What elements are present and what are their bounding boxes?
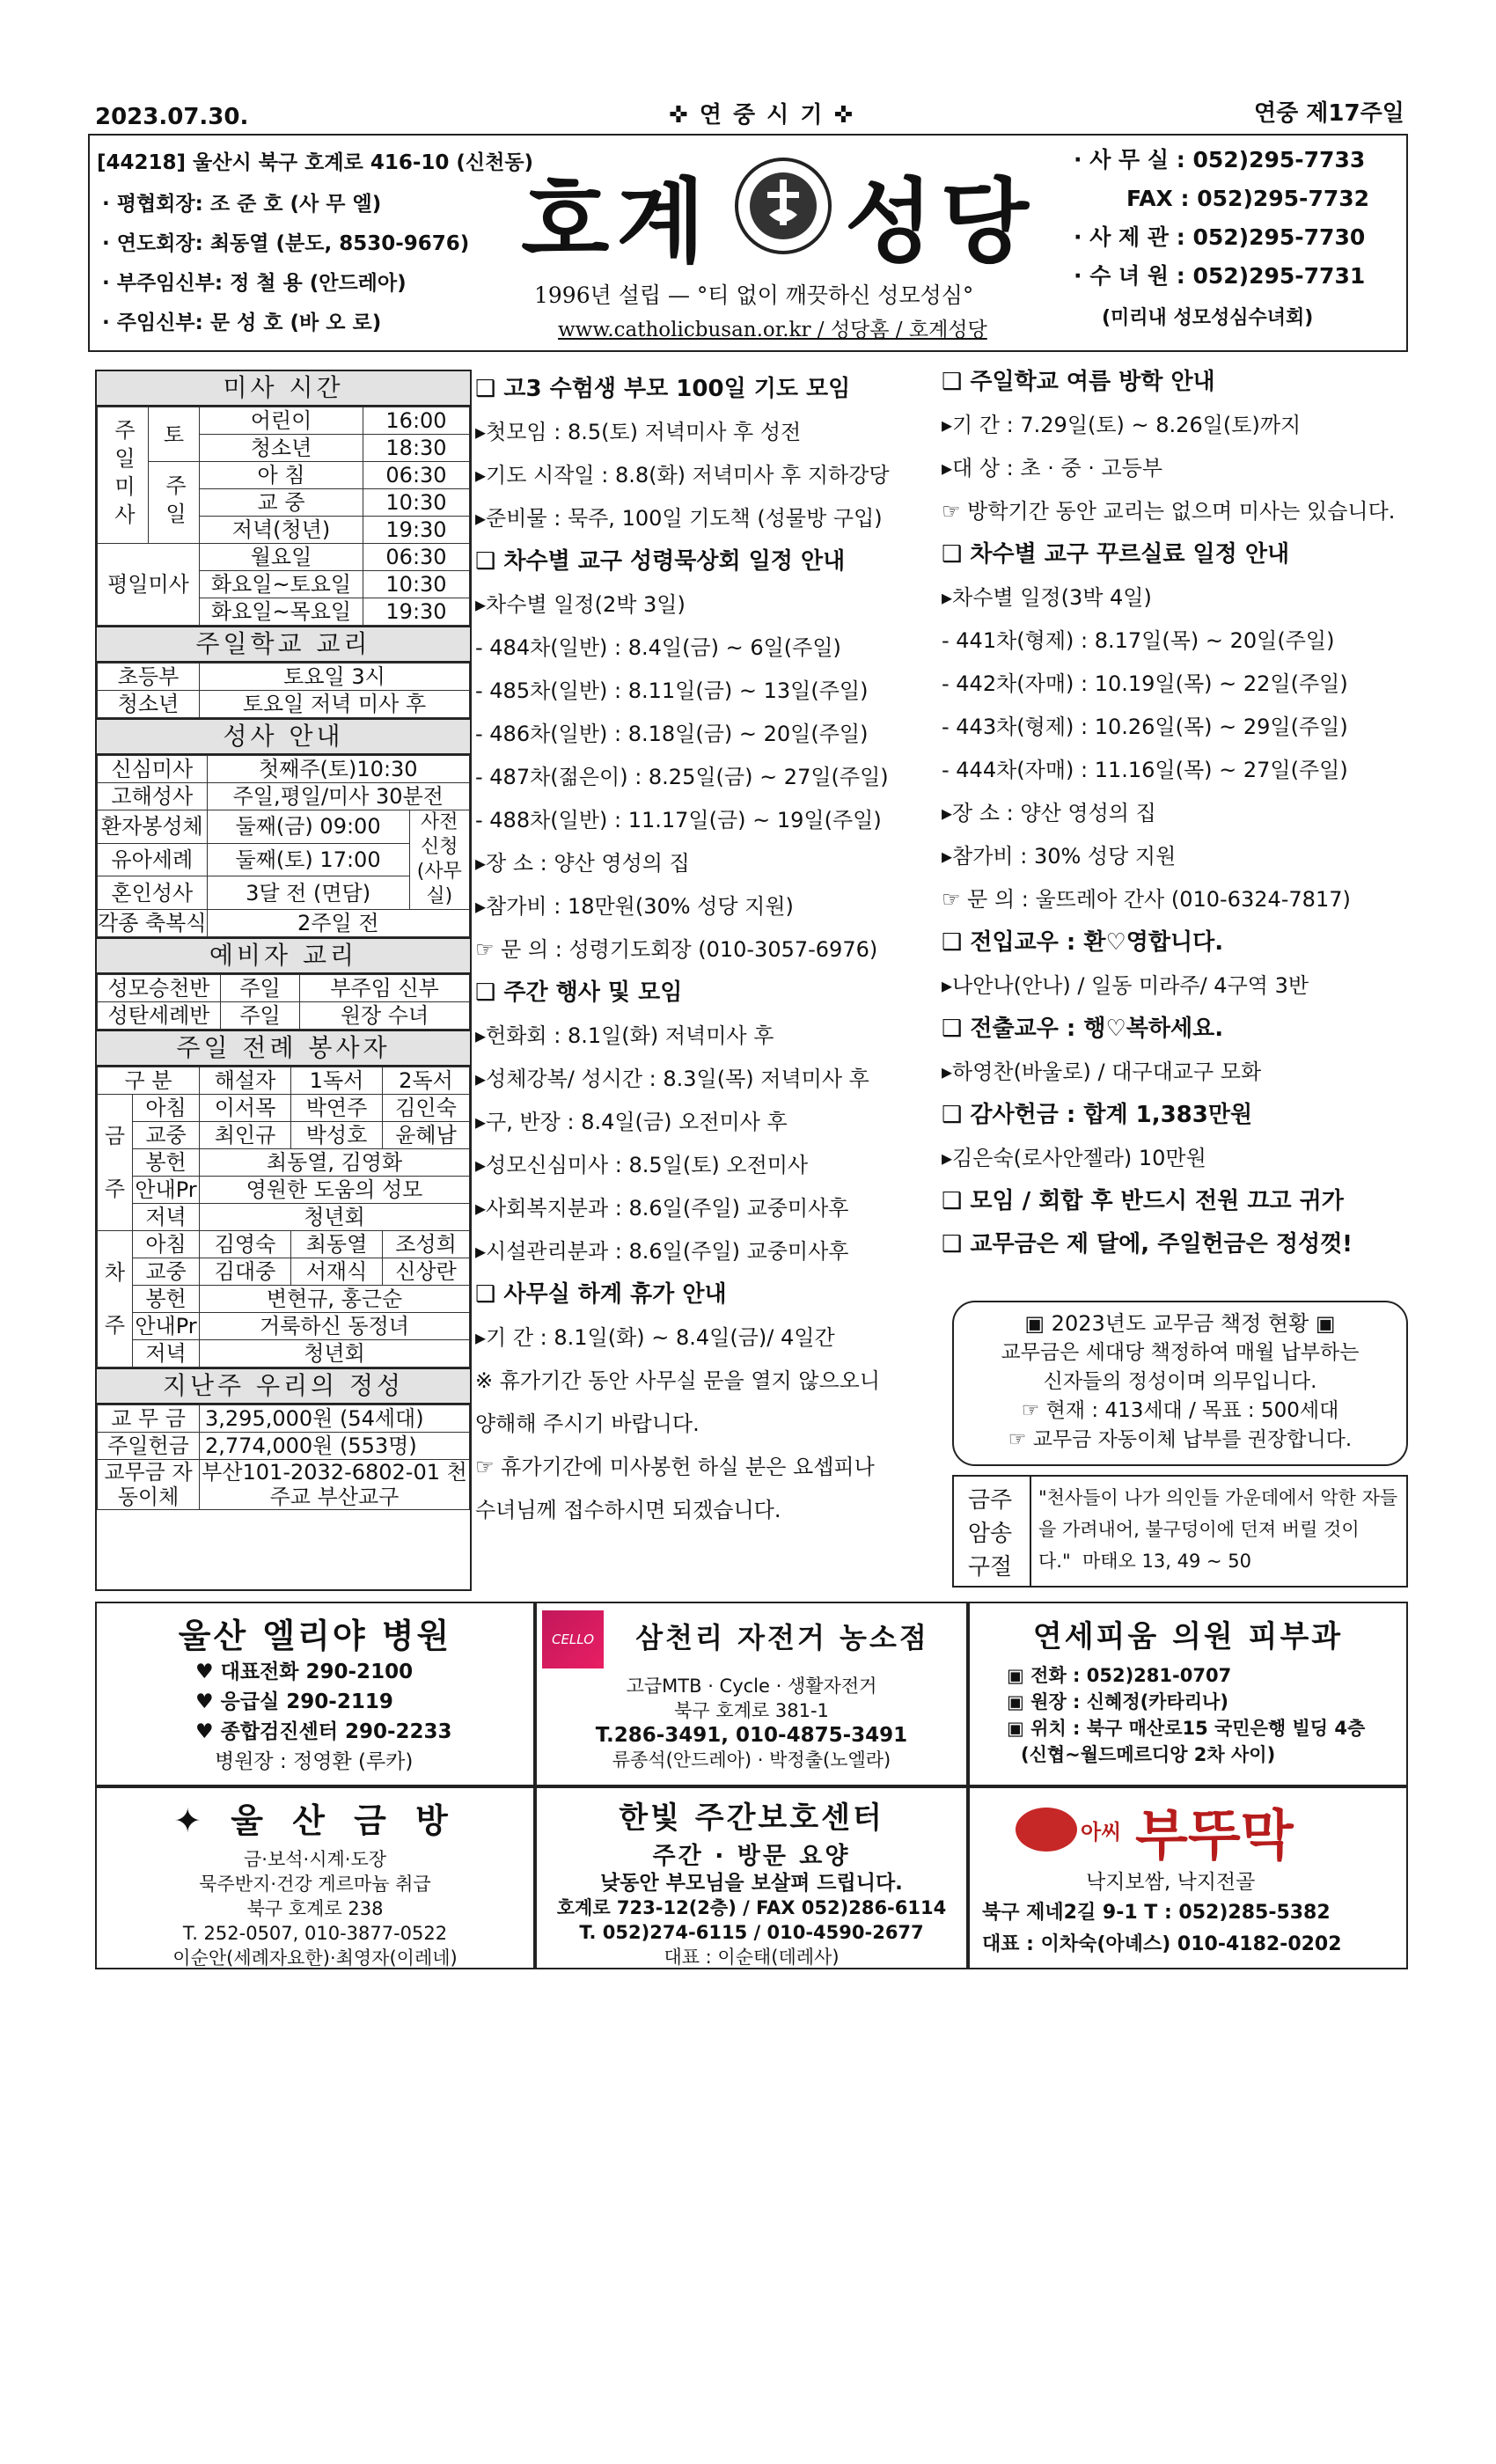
ad-title: 삼천리 자전거 농소점 (635, 1621, 929, 1654)
tithe-advice: ☞ 교무금 자동이체 납부를 권장합니다. (1008, 1428, 1353, 1451)
staff-list (102, 185, 469, 343)
verse-text (1038, 1482, 1401, 1577)
sacrament-value: 3달 전 (면담) (207, 876, 409, 910)
service-role: 안내Pr (133, 1313, 200, 1340)
sacrament-value: 둘째(금) 09:00 (207, 810, 409, 844)
table-row (98, 1067, 470, 1095)
notice-line: - 487차(젊은이) : 8.25일(금) ~ 27일(주일) (475, 765, 889, 789)
mass-name: 저녁(청년) (200, 517, 363, 544)
notice-line: ▸참가비 : 30% 성당 지원 (942, 844, 1177, 869)
notice-heading: ❑ 교무금은 제 달에, 주일헌금은 정성껏! (942, 1231, 1353, 1258)
tithe-line: 신자들의 정성이며 의무입니다. (1043, 1370, 1317, 1393)
this-week-label: 금주 (98, 1095, 133, 1231)
service-role: 교중 (133, 1258, 200, 1286)
offering-value: 2,774,000원 (553명) (200, 1433, 470, 1460)
ad-line: 북구 제네2길 9-1 T : 052)285-5382 (982, 1902, 1331, 1924)
table-row (98, 1095, 470, 1122)
notice-line: ▸장 소 : 양산 영성의 집 (475, 851, 690, 876)
service-group: 청년회 (200, 1340, 470, 1368)
sunday-label: 주일 (149, 462, 200, 544)
service-title: 주일 전례 봉사자 (97, 1030, 470, 1067)
ad-samchuly-bicycle (535, 1602, 968, 1786)
restaurant-logo-icon (1016, 1808, 1077, 1852)
sacrament-note: 사전 신청 (사무실) (409, 810, 469, 910)
service-person: 신상란 (383, 1258, 470, 1286)
notice-line: - 486차(일반) : 8.18일(금) ~ 20일(주일) (475, 722, 869, 746)
ad-line: 북구 호계로 381-1 (674, 1700, 829, 1721)
notice-line: ▸나안나(안나) / 일동 미라주/ 4구역 3반 (942, 973, 1309, 998)
ad-line: (신협~월드메르디앙 2차 사이) (1021, 1744, 1276, 1765)
service-person: 김영숙 (200, 1231, 291, 1258)
service-person: 조성희 (383, 1231, 470, 1258)
service-role: 교중 (133, 1122, 200, 1149)
school-time: 토요일 저녁 미사 후 (200, 691, 470, 718)
ad-title: 한빛 주간보호센터 (619, 1800, 884, 1836)
table-row (98, 1204, 470, 1231)
founded-line: 1996년 설립 — °티 없이 깨끗하신 성모성심° (534, 282, 974, 308)
service-person: 최인규 (200, 1122, 291, 1149)
table-row (98, 783, 470, 810)
sacrament-name: 각종 축복식 (98, 911, 207, 935)
mass-time: 19:30 (363, 598, 470, 626)
ad-ulsan-jewelry (95, 1786, 535, 1969)
notice-line: ▸대 상 : 초 · 중 · 고등부 (942, 456, 1163, 480)
weekday-mass-label: 평일미사 (98, 544, 200, 626)
school-name: 청소년 (98, 691, 200, 718)
notice-line: ☞ 휴가기간에 미사봉헌 하실 분은 요셉피나 (475, 1455, 875, 1479)
mass-name: 교 중 (200, 489, 363, 517)
service-person: 이서목 (200, 1095, 291, 1122)
table-row (98, 1405, 470, 1433)
ad-line: 이순안(세례자요한)·최영자(이레네) (172, 1947, 458, 1969)
service-person: 윤혜남 (383, 1122, 470, 1149)
ad-subtitle: 낙지보쌈, 낙지전골 (1086, 1871, 1256, 1894)
notice-line: ▸헌화회 : 8.1일(화) 저녁미사 후 (475, 1023, 774, 1048)
table-row (98, 975, 470, 1002)
mass-name: 아 침 (200, 462, 363, 489)
week-label: 연중 제17주일 (1254, 100, 1404, 127)
notice-line: ▸김은숙(로사안젤라) 10만원 (942, 1146, 1206, 1170)
notice-line: - 444차(자매) : 11.16일(목) ~ 27일(주일) (942, 758, 1348, 782)
catechumen-title: 예비자 교리 (97, 937, 470, 974)
staff-row: · 연도회장: 최동열 (분도, 8530-9676) (102, 232, 470, 255)
contact-value: 052)295-7732 (1197, 186, 1370, 211)
ad-line: T. 252-0507, 010-3877-0522 (182, 1923, 448, 1944)
contact-row: · 사 무 실 : 052)295-7733 (1074, 147, 1366, 172)
table-row (98, 1460, 470, 1510)
service-group: 변현규, 홍근순 (200, 1286, 470, 1313)
notice-heading: ❑ 차수별 교구 꾸르실료 일정 안내 (942, 541, 1290, 568)
table-row (98, 1433, 470, 1460)
table-row (98, 664, 470, 691)
offering-title: 지난주 우리의 정성 (97, 1368, 470, 1404)
service-group: 영원한 도움의 성모 (200, 1177, 470, 1204)
sacrament-value: 주일,평일/미사 30분전 (207, 783, 469, 810)
ad-line: 묵주반지·건강 게르마늄 취급 (199, 1874, 431, 1895)
offering-name: 주일헌금 (98, 1433, 200, 1460)
service-person: 서재식 (291, 1258, 383, 1286)
staff-value: 문 성 호 (바 오 로) (209, 312, 382, 334)
staff-row: · 평협회장: 조 준 호 (사 무 엘) (102, 193, 382, 216)
notice-heading: ❑ 감사헌금 : 합계 1,383만원 (942, 1102, 1253, 1128)
service-role: 봉헌 (133, 1149, 200, 1177)
class-teacher: 원장 수녀 (300, 1002, 470, 1030)
staff-value: 조 준 호 (사 무 엘) (209, 193, 382, 216)
table-row (98, 691, 470, 718)
service-person: 박연주 (291, 1095, 383, 1122)
church-title-left: 호계 (521, 167, 712, 275)
mass-time: 16:00 (363, 407, 470, 435)
notice-heading: ❑ 차수별 교구 성령묵상회 일정 안내 (475, 548, 846, 575)
notice-line: ※ 휴가기간 동안 사무실 문을 열지 않으오니 (475, 1368, 881, 1393)
church-title-right: 성당 (845, 167, 1036, 275)
table-row (98, 462, 470, 489)
middle-column (475, 368, 933, 1532)
service-role: 저녁 (133, 1340, 200, 1368)
service-role: 아침 (133, 1095, 200, 1122)
mass-name: 월요일 (200, 544, 363, 571)
class-day: 주일 (221, 975, 300, 1002)
school-time: 토요일 3시 (200, 664, 470, 691)
table-row (98, 1340, 470, 1368)
service-header: 해설자 (200, 1067, 291, 1095)
ad-footer: 병원장 : 정영환 (루카) (215, 1750, 414, 1773)
sacrament-table (97, 755, 470, 937)
cello-logo-icon: CELLO (542, 1610, 604, 1668)
tithe-box (952, 1301, 1408, 1466)
ad-line: ♥ 종합검진센터 290-2233 (195, 1720, 452, 1743)
offering-table (97, 1404, 470, 1510)
ad-logo-text: 아씨 (1081, 1820, 1122, 1844)
contact-list (1074, 141, 1369, 296)
right-column (942, 361, 1434, 1266)
ad-line: ▣ 원장 : 신혜정(카타리나) (1007, 1691, 1228, 1712)
table-row (98, 756, 470, 783)
ad-line: 대표 : 이순태(데레사) (664, 1947, 840, 1968)
table-row (98, 1002, 470, 1030)
date-label: 2023.07.30. (95, 104, 249, 130)
catechumen-table (97, 974, 470, 1030)
notice-line: ▸기 간 : 8.1일(화) ~ 8.4일(금)/ 4일간 (475, 1325, 835, 1350)
left-column (95, 370, 472, 1591)
notice-heading: ❑ 전출교우 : 행♡복하세요. (942, 1016, 1224, 1042)
staff-row: · 주임신부: 문 성 호 (바 오 로) (102, 312, 382, 334)
notice-heading: ❑ 주일학교 여름 방학 안내 (942, 369, 1215, 395)
ad-yonsei-pium-clinic (968, 1602, 1408, 1786)
mass-time-table (97, 407, 470, 626)
service-person: 김대중 (200, 1258, 291, 1286)
table-row (98, 1231, 470, 1258)
service-role: 봉헌 (133, 1286, 200, 1313)
staff-label: 평협회장: (116, 193, 203, 216)
verse-quote: "천사들이 나가 의인들 가운데에서 악한 자들을 가려내어, 불구덩이에 던져 버릴 것이다." (1038, 1487, 1398, 1572)
table-row (98, 1286, 470, 1313)
mass-time: 06:30 (363, 462, 470, 489)
notice-line: ☞ 방학기간 동안 교리는 없으며 미사는 있습니다. (942, 499, 1396, 524)
notice-line: 수녀님께 접수하시면 되겠습니다. (475, 1498, 781, 1522)
ad-budumak-restaurant (968, 1786, 1408, 1969)
ad-title: 연세피움 의원 피부과 (1032, 1619, 1344, 1654)
notice-line: ▸첫모임 : 8.5(토) 저녁미사 후 성전 (475, 420, 802, 444)
notice-line: - 443차(형제) : 10.26일(목) ~ 29일(주일) (942, 715, 1348, 739)
notice-heading: ❑ 고3 수험생 부모 100일 기도 모임 (475, 376, 851, 402)
sunday-school-table (97, 663, 470, 718)
ad-line: ▣ 위치 : 북구 매산로15 국민은행 빌딩 4층 (1007, 1718, 1366, 1739)
notice-line: ▸시설관리분과 : 8.6일(주일) 교중미사후 (475, 1239, 849, 1264)
sacrament-name: 고해성사 (98, 783, 208, 810)
ad-line: 낮동안 부모님을 보살펴 드립니다. (600, 1872, 903, 1895)
address: [44218] 울산시 북구 호계로 416-10 (신천동) (97, 151, 534, 174)
service-role: 저녁 (133, 1204, 200, 1231)
ad-subtitle: 주간 · 방문 요양 (652, 1843, 851, 1870)
sunday-school-title: 주일학교 교리 (97, 626, 470, 663)
service-header: 2독서 (383, 1067, 470, 1095)
ad-line: ▣ 전화 : 052)281-0707 (1007, 1665, 1232, 1686)
notice-line: - 442차(자매) : 10.19일(목) ~ 22일(주일) (942, 671, 1348, 696)
notice-line: ☞ 문 의 : 성령기도회장 (010-3057-6976) (475, 937, 878, 962)
contact-label: 수 녀 원 : (1089, 263, 1185, 289)
ad-hanbit-daycare (535, 1786, 968, 1969)
ad-title: 부뚜막 (1135, 1803, 1294, 1867)
ad-line: ♥ 응급실 290-2119 (195, 1690, 393, 1713)
table-row (98, 1313, 470, 1340)
sacrament-name: 혼인성사 (98, 876, 208, 910)
notice-line: 양해해 주시기 바랍니다. (475, 1412, 700, 1436)
auto-transfer-account: 부산101-2032-6802-01 천주교 부산교구 (200, 1460, 470, 1510)
notice-heading: ❑ 주간 행사 및 모임 (475, 979, 683, 1006)
contact-row: · 수 녀 원 : 052)295-7731 (1074, 263, 1366, 289)
notice-line: ▸준비물 : 묵주, 100일 기도책 (성물방 구입) (475, 506, 883, 531)
ad-line: T. 052)274-6115 / 010-4590-2677 (579, 1922, 924, 1943)
mass-time: 10:30 (363, 571, 470, 598)
service-header: 1독서 (291, 1067, 383, 1095)
notice-heading: ❑ 모임 / 회합 후 반드시 전원 끄고 귀가 (942, 1188, 1344, 1214)
class-day: 주일 (221, 1002, 300, 1030)
saturday-label: 토 (149, 407, 200, 462)
verse-label: 금주 암송 구절 (967, 1487, 1013, 1580)
sacrament-value: 첫째주(토)10:30 (207, 756, 469, 783)
notice-line: ▸성체강복/ 성시간 : 8.3일(목) 저녁미사 후 (475, 1067, 869, 1091)
notice-line: ▸사회복지분과 : 8.6일(주일) 교중미사후 (475, 1196, 849, 1221)
sacrament-name: 신심미사 (98, 756, 208, 783)
notice-line: - 488차(일반) : 11.17일(금) ~ 19일(주일) (475, 808, 882, 832)
school-name: 초등부 (98, 664, 200, 691)
service-header: 구 분 (98, 1067, 200, 1095)
mass-name: 청소년 (200, 435, 363, 462)
notice-line: - 484차(일반) : 8.4일(금) ~ 6일(주일) (475, 635, 841, 660)
sacrament-title: 성사 안내 (97, 718, 470, 755)
service-role: 안내Pr (133, 1177, 200, 1204)
notice-line: - 441차(형제) : 8.17일(목) ~ 20일(주일) (942, 628, 1335, 653)
website-link[interactable]: www.catholicbusan.or.kr / 성당홈 / 호계성당 (558, 319, 987, 341)
contact-label: FAX : (1126, 186, 1190, 211)
table-row (98, 1177, 470, 1204)
sacrament-value: 2주일 전 (207, 910, 469, 937)
notice-line: ▸기 간 : 7.29일(토) ~ 8.26일(토)까지 (942, 413, 1302, 437)
service-person: 박성호 (291, 1122, 383, 1149)
mass-time: 10:30 (363, 489, 470, 517)
mass-name: 화요일~토요일 (200, 571, 363, 598)
convent-note: (미리내 성모성심수녀회) (1102, 307, 1314, 329)
notice-line: ☞ 문 의 : 울뜨레아 간사 (010-6324-7817) (942, 887, 1351, 912)
sacrament-name: 환자봉성체 (98, 810, 208, 844)
sacrament-value: 둘째(토) 17:00 (207, 843, 409, 876)
mass-time-title: 미사 시간 (97, 371, 470, 407)
tithe-title: ▣ 2023년도 교무금 책정 현황 ▣ (1024, 1311, 1336, 1336)
notice-line: ▸성모신심미사 : 8.5일(토) 오전미사 (475, 1153, 809, 1177)
notice-line: ▸차수별 일정(3박 4일) (942, 585, 1152, 610)
table-row (98, 1122, 470, 1149)
service-person: 최동열 (291, 1231, 383, 1258)
ad-line: T.286-3491, 010-4875-3491 (595, 1724, 908, 1747)
verse-reference: 마태오 13, 49 ~ 50 (1082, 1551, 1251, 1572)
mass-name: 어린이 (200, 407, 363, 435)
notice-line: ▸기도 시작일 : 8.8(화) 저녁미사 후 지하강당 (475, 463, 890, 488)
table-row (98, 407, 470, 435)
class-teacher: 부주임 신부 (300, 975, 470, 1002)
season-label: ✜ 연 중 시 기 ✜ (669, 102, 855, 128)
notice-line: ▸구, 반장 : 8.4일(금) 오전미사 후 (475, 1110, 788, 1134)
class-name: 성모승천반 (98, 975, 221, 1002)
verse-box (952, 1475, 1408, 1588)
notice-line: ▸참가비 : 18만원(30% 성당 지원) (475, 894, 794, 919)
table-row (98, 1149, 470, 1177)
contact-label: 사 무 실 : (1089, 147, 1185, 172)
header-box (88, 134, 1408, 352)
ad-elijah-hospital (95, 1602, 535, 1786)
sunday-mass-label: 주일미사 (98, 407, 149, 544)
notice-heading: ❑ 전입교우 : 환♡영합니다. (942, 929, 1224, 956)
ad-line: 대표 : 이차숙(아녜스) 010-4182-0202 (982, 1933, 1342, 1955)
table-row (98, 910, 470, 937)
ad-title: 울산 엘리야 병원 (178, 1617, 452, 1655)
service-group: 최동열, 김영화 (200, 1149, 470, 1177)
ad-line: 고급MTB · Cycle · 생활자전거 (626, 1676, 877, 1697)
sacrament-name: 유아세례 (98, 843, 208, 876)
service-group: 청년회 (200, 1204, 470, 1231)
ad-line: 북구 호계로 238 (246, 1898, 384, 1919)
staff-label: 주임신부: (116, 312, 203, 334)
staff-value: 최동열 (분도, 8530-9676) (209, 232, 470, 255)
table-row (98, 1258, 470, 1286)
mass-time: 06:30 (363, 544, 470, 571)
service-person: 김인숙 (383, 1095, 470, 1122)
contact-row (1074, 180, 1369, 218)
ad-line: 금·보석·시계·도장 (243, 1849, 387, 1870)
class-name: 성탄세례반 (98, 1002, 221, 1030)
contact-row: · 사 제 관 : 052)295-7730 (1074, 224, 1366, 250)
table-row (98, 810, 470, 844)
staff-row: · 부주임신부: 정 철 용 (안드레아) (102, 272, 407, 295)
ad-line: 류종석(안드레아) · 박정출(노엘라) (612, 1749, 891, 1771)
notice-line: ▸차수별 일정(2박 3일) (475, 592, 686, 617)
tithe-current: ☞ 현재 : 413세대 / 목표 : 500세대 (1021, 1399, 1339, 1422)
service-role: 아침 (133, 1231, 200, 1258)
contact-label: 사 제 관 : (1089, 224, 1185, 250)
next-week-label: 차주 (98, 1231, 133, 1368)
contact-value: 052)295-7733 (1192, 147, 1366, 172)
table-row (98, 544, 470, 571)
mass-time: 18:30 (363, 435, 470, 462)
mass-name: 화요일~목요일 (200, 598, 363, 626)
notice-line: ▸하영찬(바울로) / 대구대교구 모화 (942, 1060, 1262, 1084)
staff-label: 부주임신부: (116, 272, 224, 295)
offering-value: 3,295,000원 (54세대) (200, 1405, 470, 1433)
contact-value: 052)295-7730 (1192, 224, 1366, 250)
notice-line: - 485차(일반) : 8.11일(금) ~ 13일(주일) (475, 678, 869, 703)
tithe-line: 교무금은 세대당 책정하여 매월 납부하는 (1001, 1341, 1360, 1364)
auto-transfer-label: 교무금 자동이체 (98, 1460, 200, 1510)
notice-line: ▸장 소 : 양산 영성의 집 (942, 801, 1156, 825)
ad-line: 호계로 723-12(2층) / FAX 052)286-6114 (556, 1897, 947, 1918)
church-seal-icon (734, 157, 832, 255)
staff-value: 정 철 용 (안드레아) (230, 272, 407, 295)
ad-line: ♥ 대표전화 290-2100 (195, 1661, 414, 1683)
contact-value: 052)295-7731 (1192, 263, 1366, 289)
mass-time: 19:30 (363, 517, 470, 544)
service-table (97, 1067, 470, 1368)
offering-name: 교 무 금 (98, 1405, 200, 1433)
staff-label: 연도회장: (116, 232, 203, 255)
notice-heading: ❑ 사무실 하계 휴가 안내 (475, 1281, 727, 1308)
service-group: 거룩하신 동정녀 (200, 1313, 470, 1340)
ad-title: ✦ 울 산 금 방 (173, 1801, 457, 1840)
